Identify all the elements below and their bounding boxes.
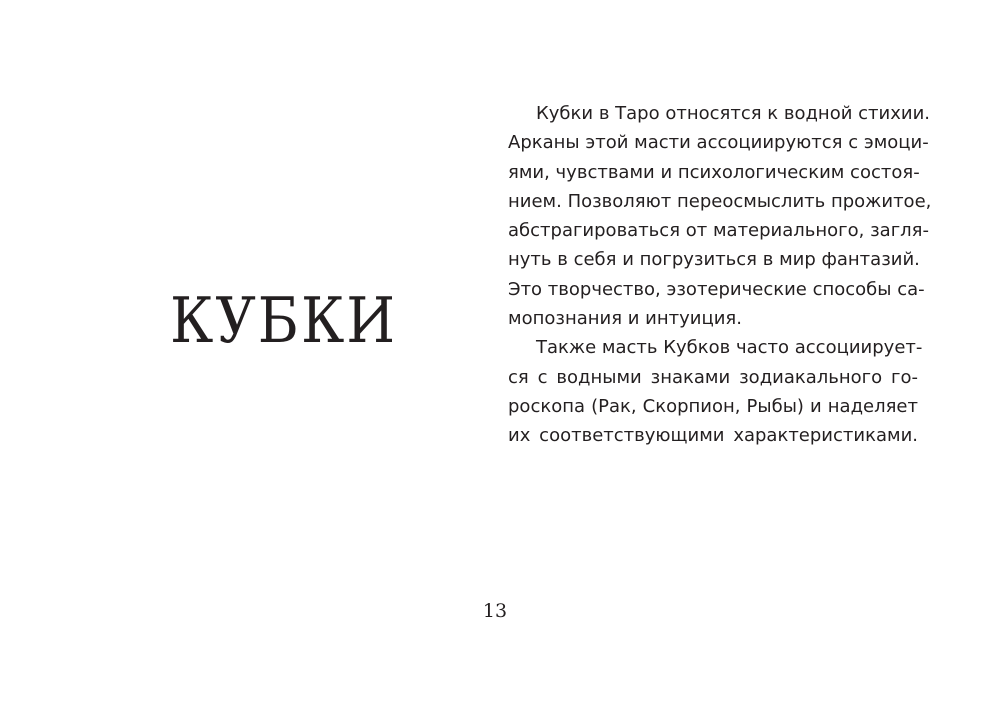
text-line: нием. Позволяют переосмыслить прожитое,	[508, 190, 932, 212]
chapter-title: КУБКИ	[170, 285, 398, 358]
body-text	[508, 99, 932, 451]
text-line: Арканы этой масти ассоциируются с эмоци-	[508, 132, 929, 154]
text-line: ся с водными знаками зодиакального го-	[508, 366, 918, 388]
page-number: 13	[482, 600, 508, 622]
text-line: Также масть Кубков часто ассоциирует-	[536, 337, 923, 359]
text-line: ями, чувствами и психологическим состоя-	[508, 161, 920, 183]
text-line: мопознания и интуиция.	[508, 308, 742, 330]
text-line: Это творчество, эзотерические способы са-	[508, 278, 925, 300]
text-line: нуть в себя и погрузиться в мир фантазий.	[508, 249, 920, 271]
text-line: абстрагироваться от материального, загля-	[508, 220, 929, 242]
text-line: роскопа (Рак, Скорпион, Рыбы) и наделяет	[508, 395, 918, 417]
text-line: Кубки в Таро относятся к водной стихии.	[536, 103, 930, 124]
text-line: их соответствующими характеристиками.	[508, 425, 918, 447]
